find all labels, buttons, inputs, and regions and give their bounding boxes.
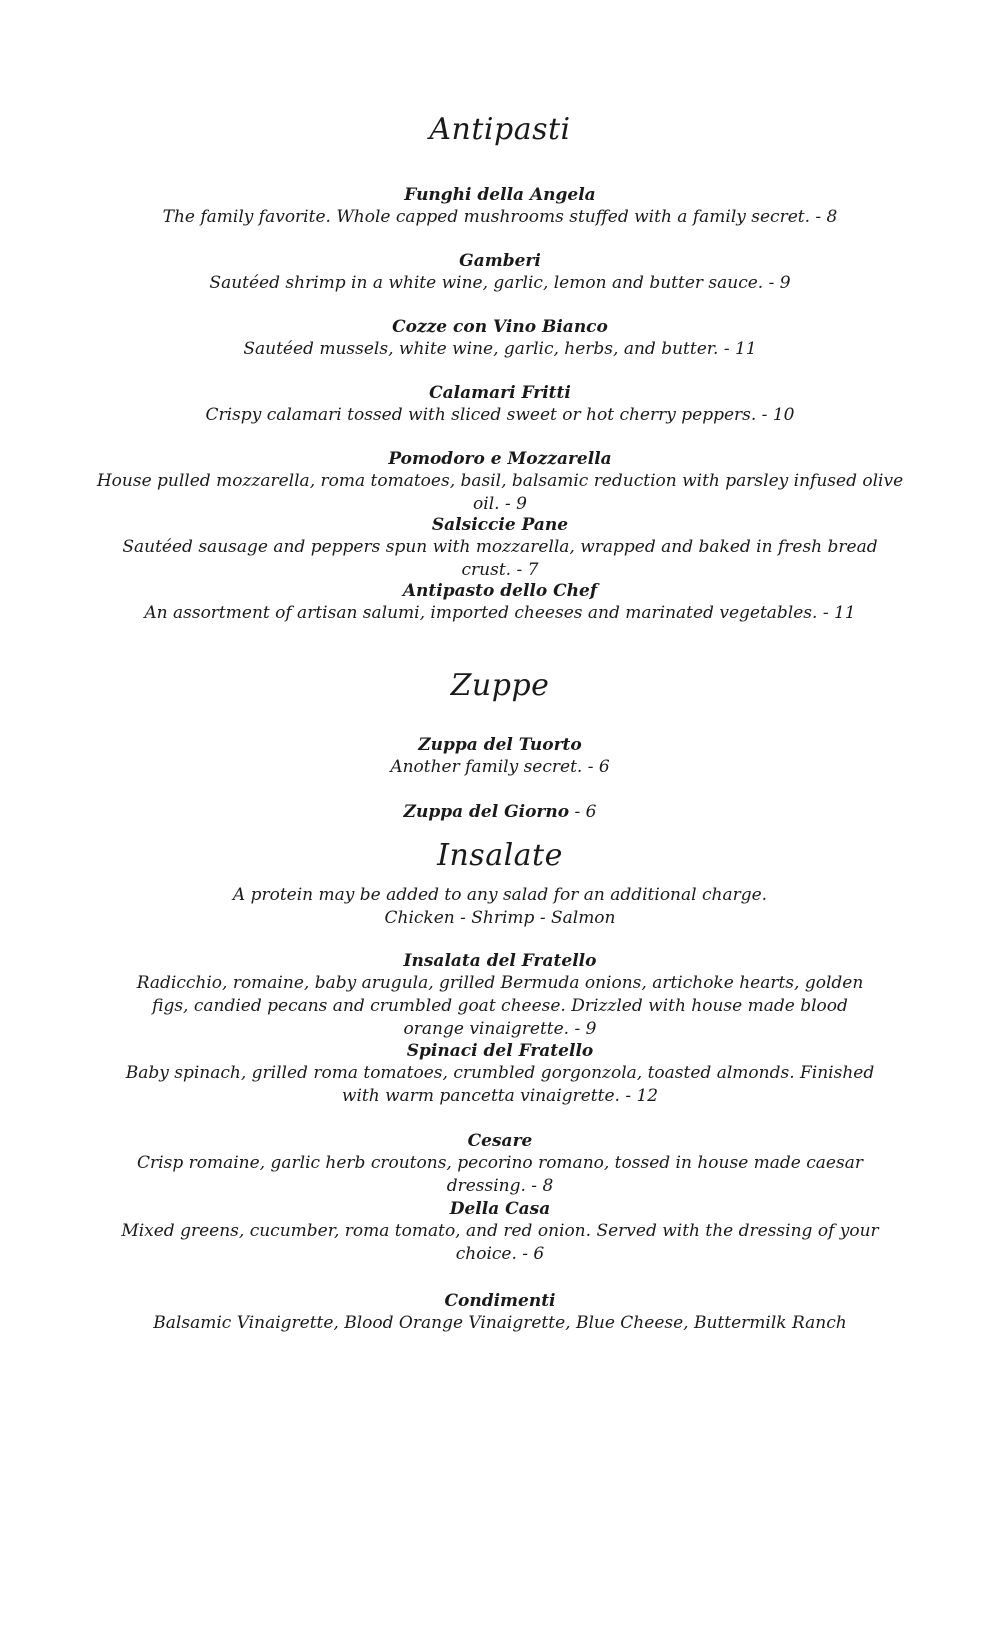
menu-item <box>120 1040 880 1108</box>
item-name: Cesare <box>467 1131 533 1151</box>
item-name: Funghi della Angela <box>404 185 596 205</box>
item-price: - 6 <box>569 802 597 822</box>
item-name: Zuppa del Tuorto <box>418 735 582 755</box>
item-description: Baby spinach, grilled roma tomatoes, crumbled gorgonzola, toasted almonds. Finished with warm pancetta vinaigrette. - 12 <box>125 1063 875 1106</box>
item-name: Salsiccie Pane <box>431 515 569 535</box>
item-name: Calamari Fritti <box>429 383 571 403</box>
menu-item <box>120 950 880 1041</box>
item-description: Sautéed shrimp in a white wine, garlic, lemon and butter sauce. - 9 <box>209 273 791 293</box>
item-description: An assortment of artisan salumi, imported cheeses and marinated vegetables. - 11 <box>144 603 856 623</box>
menu-item <box>110 316 890 361</box>
item-name: Zuppa del Giorno <box>403 802 570 822</box>
note-line: Chicken - Shrimp - Salmon <box>384 908 616 928</box>
section-title-antipasti: Antipasti <box>429 112 571 147</box>
condimenti-title: Condimenti <box>444 1291 556 1311</box>
menu-item <box>90 448 910 516</box>
item-description: Sautéed mussels, white wine, garlic, herbs, and butter. - 11 <box>243 339 757 359</box>
menu-item <box>110 184 890 229</box>
menu-item <box>110 1130 890 1198</box>
item-name: Insalata del Fratello <box>403 951 597 971</box>
item-description: House pulled mozzarella, roma tomatoes, basil, balsamic reduction with parsley infused olive oil. - 9 <box>96 471 904 514</box>
item-name: Cozze con Vino Bianco <box>392 317 608 337</box>
item-description: The family favorite. Whole capped mushrooms stuffed with a family secret. - 8 <box>162 207 838 227</box>
menu-item <box>110 802 890 822</box>
item-name: Gamberi <box>459 251 541 271</box>
item-description: Radicchio, romaine, baby arugula, grilled Bermuda onions, artichoke hearts, golden figs, candied pecans and crumbled goat cheese. Drizzled with house made blood orange vinaigrette. - 9 <box>136 973 864 1039</box>
item-description: Mixed greens, cucumber, roma tomato, and red onion. Served with the dressing of your choice. - 6 <box>121 1221 879 1264</box>
section-title-insalate: Insalate <box>437 838 563 873</box>
menu-item <box>110 580 890 625</box>
item-description: Another family secret. - 6 <box>390 757 610 777</box>
menu-item <box>110 734 890 779</box>
item-name: Della Casa <box>449 1199 551 1219</box>
item-description: Crispy calamari tossed with sliced sweet or hot cherry peppers. - 10 <box>205 405 795 425</box>
item-name: Pomodoro e Mozzarella <box>388 449 612 469</box>
item-name: Antipasto dello Chef <box>402 581 598 601</box>
item-description: Crisp romaine, garlic herb croutons, pecorino romano, tossed in house made caesar dressing. - 8 <box>137 1153 863 1196</box>
menu-item <box>110 1198 890 1266</box>
menu-item <box>110 514 890 582</box>
section-title-zuppe: Zuppe <box>450 668 550 703</box>
menu-item <box>110 382 890 427</box>
item-description: Sautéed sausage and peppers spun with mozzarella, wrapped and baked in fresh bread crust. - 7 <box>122 537 878 580</box>
condimenti-block <box>110 1290 890 1335</box>
note-line: A protein may be added to any salad for an additional charge. <box>232 885 768 905</box>
item-name: Spinaci del Fratello <box>406 1041 594 1061</box>
menu-item <box>110 250 890 295</box>
condimenti-list: Balsamic Vinaigrette, Blood Orange Vinaigrette, Blue Cheese, Buttermilk Ranch <box>153 1313 847 1333</box>
insalate-note <box>110 884 890 930</box>
